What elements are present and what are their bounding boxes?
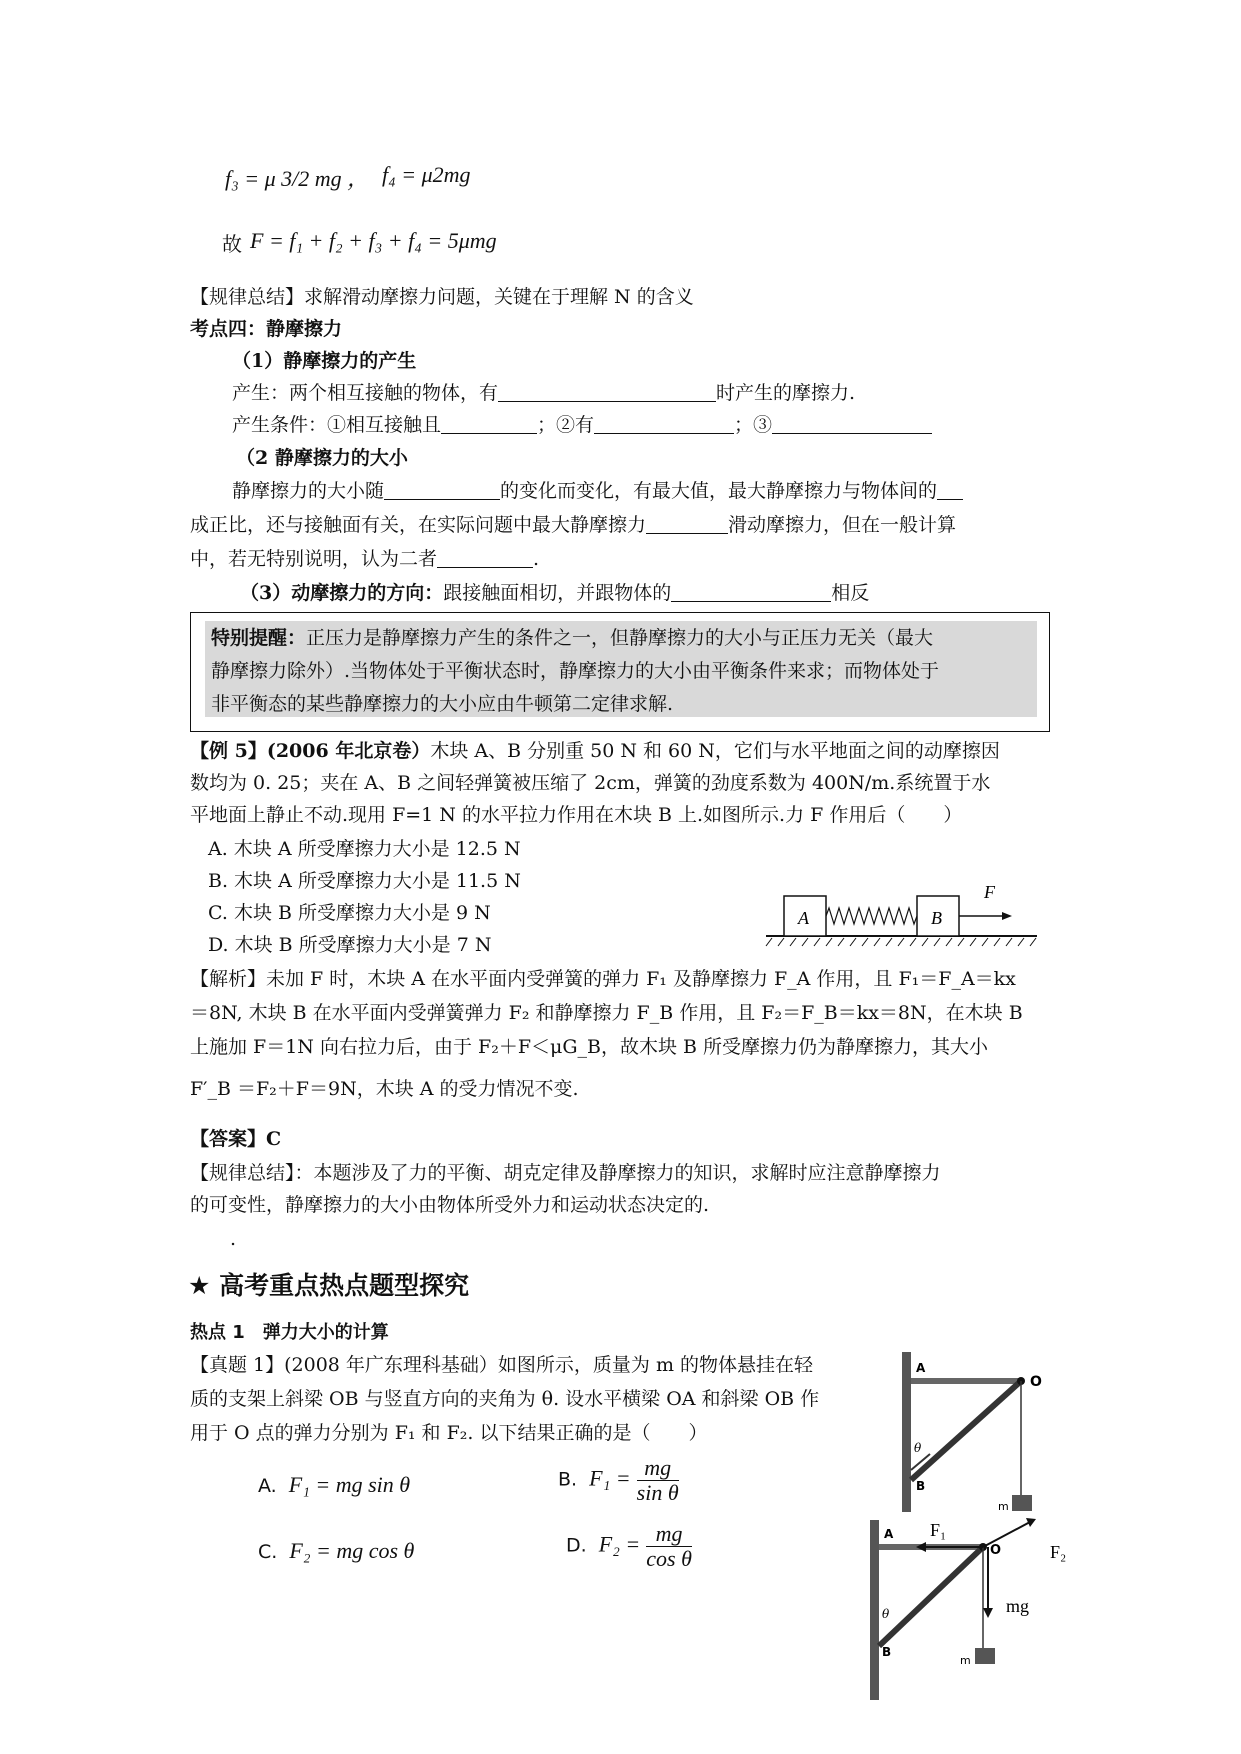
blank-7[interactable] [646, 513, 728, 534]
problem1-line-3: 用于 O 点的弹力分别为 F₁ 和 F₂. 以下结果正确的是（ ） [190, 1422, 708, 1444]
bracket-figure-2 [860, 1518, 1100, 1703]
formula-f3: f₃ = μ 3/2 mg ， [225, 166, 370, 191]
blank-8[interactable] [437, 547, 533, 568]
p1-option-c[interactable]: C. F₂ = mg cos θ [258, 1538, 415, 1563]
force-label: F [984, 882, 995, 902]
summary2-line-2: 的可变性，静摩擦力的大小由物体所受外力和运动状态决定的. [190, 1194, 710, 1216]
formula-f4: f₄ = μ2mg [382, 162, 471, 187]
analysis-line-1: 【解析】未加 F 时，木块 A 在水平面内受弹簧的弹力 F₁ 及静摩擦力 F_A 作用，且 F₁＝F_A＝kx [190, 968, 1016, 990]
fig2-label-f2: F₂ [1050, 1542, 1067, 1562]
subsection-2: （2 静摩擦力的大小 [236, 447, 408, 469]
fig1-label-b: B [916, 1479, 926, 1493]
size-line-1: 静摩擦力的大小随 的变化而变化，有最大值，最大静摩擦力与物体间的 [232, 476, 963, 506]
p1-option-a[interactable]: A. F₁ = mg sin θ [258, 1472, 411, 1497]
hotspot-title: 热点 1 弹力大小的计算 [190, 1322, 389, 1343]
spring [826, 908, 917, 924]
stray-dot: . [230, 1228, 237, 1250]
generation-line: 产生：两个相互接触的物体，有 时产生的摩擦力. [232, 382, 856, 404]
option-c[interactable]: C. 木块 B 所受摩擦力大小是 9 N [208, 902, 491, 924]
blank-3[interactable] [594, 413, 734, 434]
example5-line-3: 平地面上静止不动.现用 F=1 N 的水平拉力作用在木块 B 上.如图所示.力 F 作用后（ ） [190, 804, 963, 826]
example5-line-2: 数均为 0. 25；夹在 A、B 之间轻弹簧被压缩了 2cm，弹簧的劲度系数为 400N/m.系统置于水 [190, 772, 991, 794]
fig1-label-a: A [916, 1361, 926, 1375]
block-a-label: A [798, 908, 809, 928]
blank-2[interactable] [441, 413, 537, 434]
note-label: 特别提醒： [211, 627, 307, 649]
formula-sum: F = f₁ + f₂ + f₃ + f₄ = 5μmg [250, 228, 497, 253]
blank-9[interactable] [671, 581, 831, 602]
blank-4[interactable] [772, 413, 932, 434]
direction-line: （3）动摩擦力的方向：跟接触面相切，并跟物体的 相反 [240, 582, 870, 604]
fig1-label-o: O [1030, 1374, 1042, 1390]
fig1-label-m: m [998, 1500, 1009, 1513]
option-a[interactable]: A. 木块 A 所受摩擦力大小是 12.5 N [208, 838, 521, 860]
special-note-box [190, 612, 1050, 732]
fig2-label-a: A [884, 1527, 894, 1541]
size-line-2: 成正比，还与接触面有关，在实际问题中最大静摩擦力 滑动摩擦力，但在一般计算 [190, 514, 957, 536]
size-line-3: 中，若无特别说明，认为二者 . [190, 548, 540, 570]
subsection-1: （1）静摩擦力的产生 [232, 350, 417, 372]
fig2-label-o: O [990, 1543, 1002, 1558]
blank-6[interactable] [937, 479, 963, 500]
blank-5[interactable] [384, 479, 500, 500]
section-heading: ★ 高考重点热点题型探究 [188, 1271, 470, 1300]
fig2-label-f1: F₁ [930, 1520, 947, 1540]
option-b[interactable]: B. 木块 A 所受摩擦力大小是 11.5 N [208, 870, 521, 892]
fig2-label-m: m [960, 1654, 971, 1667]
section-title: 考点四：静摩擦力 [190, 318, 343, 340]
block-b-label: B [931, 908, 942, 928]
summary2-line-1: 【规律总结】：本题涉及了力的平衡、胡克定律及静摩擦力的知识，求解时应注意静摩擦力 [190, 1162, 941, 1184]
fig1-label-theta: θ [914, 1441, 922, 1455]
summary-line: 【规律总结】求解滑动摩擦力问题，关键在于理解 N 的含义 [190, 286, 694, 308]
example5-line-1: 【例 5】(2006 年北京卷）木块 A、B 分别重 50 N 和 60 N，它们与水平地面之间的动摩擦因 [190, 740, 1000, 762]
condition-line: 产生条件：①相互接触且 ；②有 ；③ [232, 410, 932, 440]
spring-blocks-figure [762, 880, 1042, 970]
note-line-2: 静摩擦力除外）.当物体处于平衡状态时，静摩擦力的大小由平衡条件来求；而物体处于 [211, 660, 940, 682]
fig2-label-theta: θ [882, 1607, 890, 1621]
problem1-line-1: 【真题 1】(2008 年广东理科基础）如图所示，质量为 m 的物体悬挂在轻 [190, 1354, 814, 1376]
analysis-line-3: 上施加 F＝1N 向右拉力后，由于 F₂＋F＜μG_B，故木块 B 所受摩擦力仍为静摩擦力，其大小 [190, 1036, 989, 1058]
note-line-3: 非平衡态的某些静摩擦力的大小应由牛顿第二定律求解. [211, 693, 674, 715]
fig2-label-mg: mg [1006, 1596, 1030, 1616]
bracket-figure-1 [890, 1350, 1090, 1520]
option-d[interactable]: D. 木块 B 所受摩擦力大小是 7 N [208, 934, 492, 956]
p1-option-b[interactable]: B. F₁ = $\frac{mg}{\text{sin θ}}$ [558, 1455, 679, 1505]
analysis-line-4: F′_B ＝F₂＋F＝9N，木块 A 的受力情况不变. [190, 1078, 579, 1100]
analysis-line-2: ＝8N, 木块 B 在水平面内受弹簧弹力 F₂ 和静摩擦力 F_B 作用，且 F₂＝F_B＝kx＝8N，在木块 B [190, 1002, 1023, 1024]
blank-1[interactable] [498, 381, 716, 402]
problem1-line-2: 质的支架上斜梁 OB 与竖直方向的夹角为 θ. 设水平横梁 OA 和斜梁 OB 作 [190, 1388, 820, 1410]
note-line-1: 正压力是静摩擦力产生的条件之一，但静摩擦力的大小与正压力无关（最大 [306, 627, 934, 649]
fig2-label-b: B [882, 1645, 892, 1659]
formula-sum-prefix: 故 [222, 232, 242, 256]
p1-option-d[interactable]: D. F₂ = $\frac{mg}{\text{cos θ}}$ [566, 1521, 692, 1571]
answer: 【答案】C [190, 1128, 282, 1150]
